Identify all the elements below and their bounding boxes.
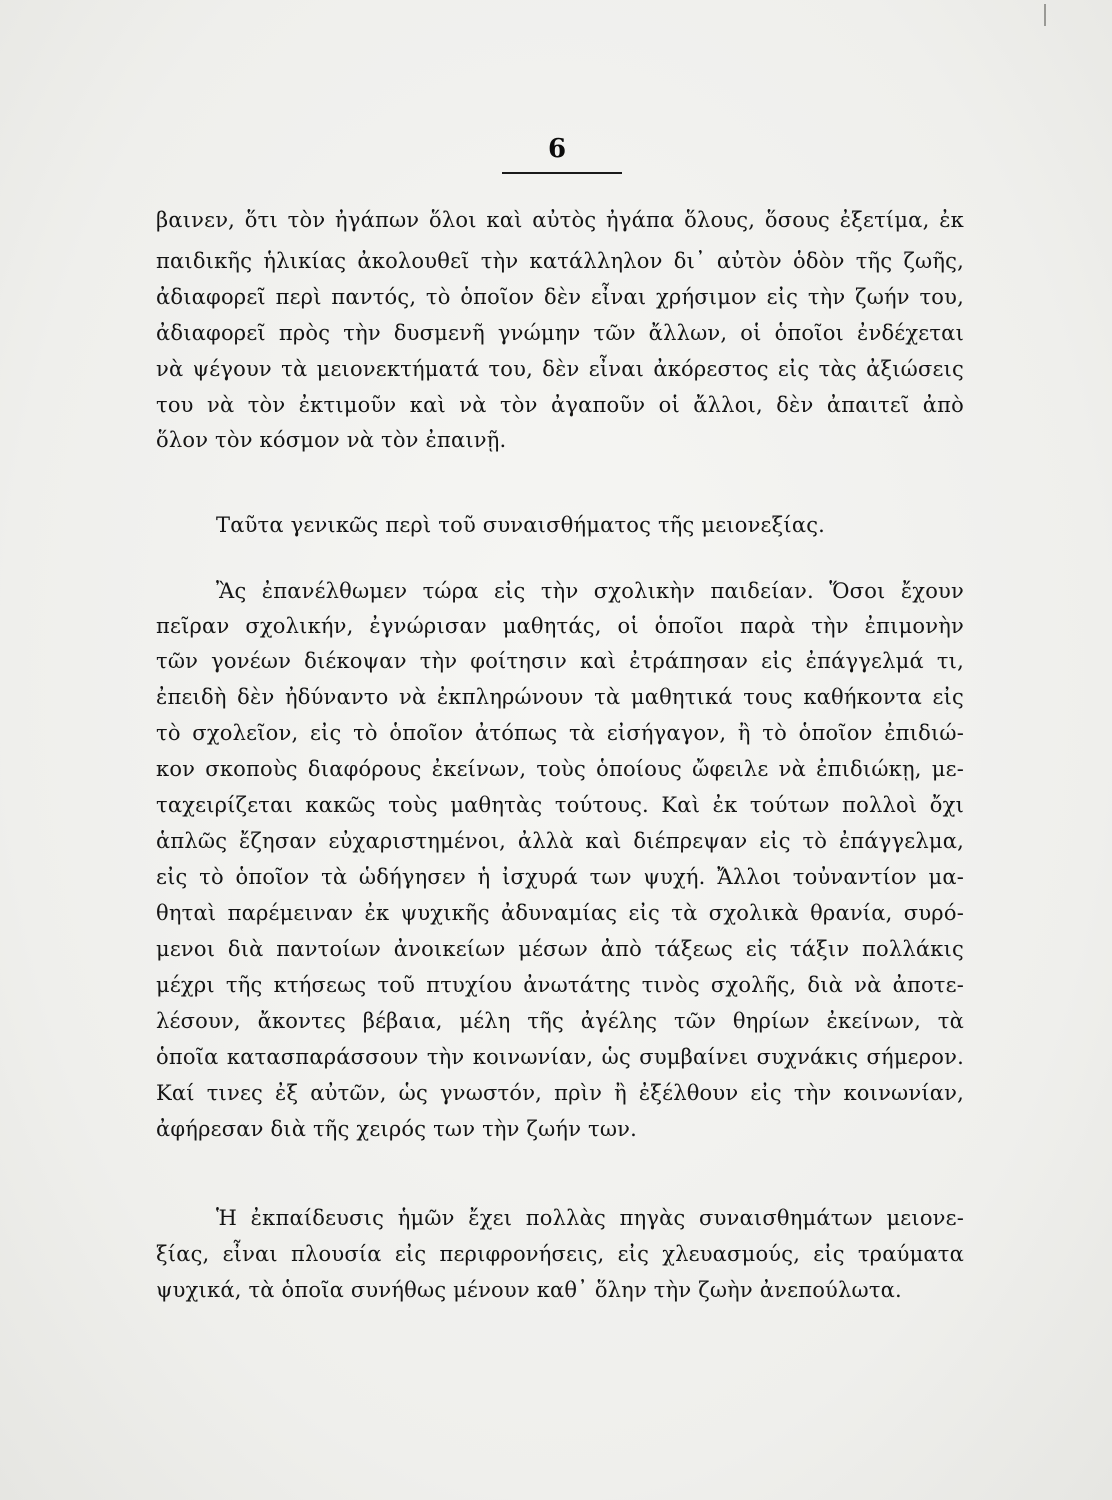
text-line: μέχρι τῆς κτήσεως τοῦ πτυχίου ἀνωτάτης τινὸς σχολῆς, διὰ νὰ ἀποτε- (156, 973, 964, 997)
text-line: εἰς τὸ ὁποῖον τὰ ὡδήγησεν ἡ ἰσχυρά των ψυχή. Ἄλλοι τοὐναντίον μα- (156, 865, 964, 889)
text-line: ταχειρίζεται κακῶς τοὺς μαθητὰς τούτους. Καὶ ἐκ τούτων πολλοὶ ὄχι (156, 793, 964, 817)
text-line: Ταῦτα γενικῶς περὶ τοῦ συναισθήματος τῆς μειονεξίας. (216, 513, 826, 537)
text-line: ἐπειδὴ δὲν ἠδύναντο νὰ ἐκπληρώνουν τὰ μαθητικά τους καθήκοντα εἰς (156, 685, 964, 709)
text-line: Ἂς ἐπανέλθωμεν τώρα εἰς τὴν σχολικὴν παιδείαν. Ὅσοι ἔχουν (216, 579, 964, 603)
text-line: ἀφήρεσαν διὰ τῆς χειρός των τὴν ζωήν των. (156, 1117, 638, 1141)
text-line: βαινεν, ὅτι τὸν ἠγάπων ὅλοι καὶ αὐτὸς ἠγάπα ὅλους, ὅσους ἐξετίμα, ἐκ (156, 208, 964, 232)
page-number: 6 (547, 134, 567, 164)
text-line: ἁπλῶς ἔζησαν εὐχαριστημένοι, ἀλλὰ καὶ διέπρεψαν εἰς τὸ ἐπάγγελμα, (156, 829, 964, 853)
text-line: νὰ ψέγουν τὰ μειονεκτήματά του, δὲν εἶναι ἀκόρεστος εἰς τὰς ἀξιώσεις (156, 357, 964, 381)
text-line: μενοι διὰ παντοίων ἀνοικείων μέσων ἀπὸ τάξεως εἰς τάξιν πολλάκις (156, 937, 964, 961)
text-line: ὅλον τὸν κόσμον νὰ τὸν ἐπαινῇ. (156, 428, 507, 452)
text-line: παιδικῆς ἡλικίας ἀκολουθεῖ τὴν κατάλληλον δι᾽ αὐτὸν ὁδὸν τῆς ζωῆς, (156, 249, 964, 273)
page-edge-mark (1044, 4, 1046, 26)
text-line: ξίας, εἶναι πλουσία εἰς περιφρονήσεις, εἰς χλευασμούς, εἰς τραύματα (156, 1242, 964, 1266)
text-line: θηταὶ παρέμειναν ἐκ ψυχικῆς ἀδυναμίας εἰς τὰ σχολικὰ θρανία, συρό- (156, 901, 964, 925)
text-line: ἀδιαφορεῖ περὶ παντός, τὸ ὁποῖον δὲν εἶναι χρήσιμον εἰς τὴν ζωήν του, (156, 285, 964, 309)
page-number-rule (502, 172, 622, 174)
text-line: Καί τινες ἐξ αὐτῶν, ὡς γνωστόν, πρὶν ἢ ἐξέλθουν εἰς τὴν κοινωνίαν, (156, 1081, 964, 1105)
text-line: Ἡ ἐκπαίδευσις ἡμῶν ἔχει πολλὰς πηγὰς συναισθημάτων μειονε- (216, 1206, 964, 1230)
text-line: κον σκοποὺς διαφόρους ἐκείνων, τοὺς ὁποίους ὤφειλε νὰ ἐπιδιώκῃ, με- (156, 757, 964, 781)
text-line: τὸ σχολεῖον, εἰς τὸ ὁποῖον ἀτόπως τὰ εἰσήγαγον, ἢ τὸ ὁποῖον ἐπιδιώ- (156, 721, 964, 745)
text-line: τῶν γονέων διέκοψαν τὴν φοίτησιν καὶ ἐτράπησαν εἰς ἐπάγγελμά τι, (156, 649, 964, 673)
text-line: ὁποῖα κατασπαράσσουν τὴν κοινωνίαν, ὡς συμβαίνει συχνάκις σήμερον. (156, 1045, 964, 1069)
text-line: ψυχικά, τὰ ὁποῖα συνήθως μένουν καθ᾽ ὅλην τὴν ζωὴν ἀνεπούλωτα. (156, 1278, 902, 1302)
text-line: του νὰ τὸν ἐκτιμοῦν καὶ νὰ τὸν ἀγαποῦν οἱ ἄλλοι, δὲν ἀπαιτεῖ ἀπὸ (156, 393, 964, 417)
text-line: λέσουν, ἄκοντες βέβαια, μέλη τῆς ἀγέλης τῶν θηρίων ἐκείνων, τὰ (156, 1009, 964, 1033)
text-line: πεῖραν σχολικήν, ἐγνώρισαν μαθητάς, οἱ ὁποῖοι παρὰ τὴν ἐπιμονὴν (156, 614, 964, 638)
text-line: ἀδιαφορεῖ πρὸς τὴν δυσμενῆ γνώμην τῶν ἄλλων, οἱ ὁποῖοι ἐνδέχεται (156, 321, 964, 345)
